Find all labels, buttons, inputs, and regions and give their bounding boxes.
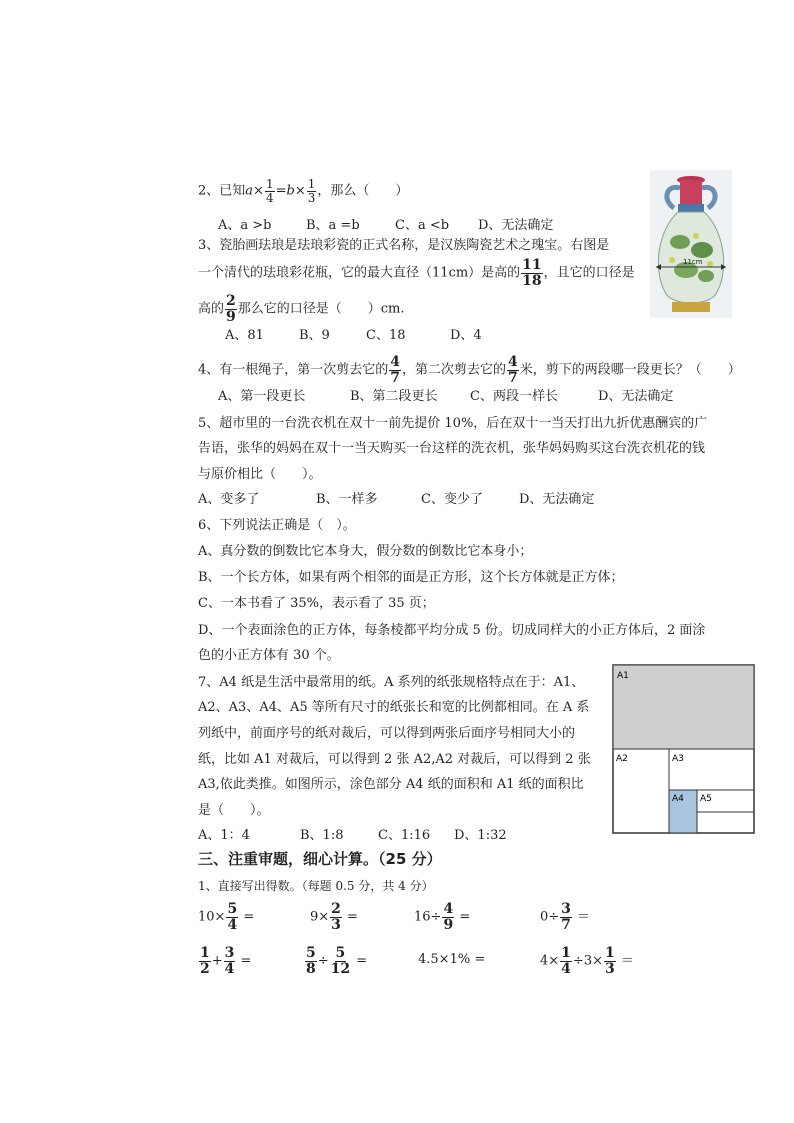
section-3-subtitle: 1、直接写出得数。（每题 0.5 分，共 4 分） bbox=[198, 879, 434, 893]
q5-line2: 告语，张华的妈妈在双十一当天购买一台这样的洗衣机，张华妈妈购买这台洗衣机花的钱 bbox=[198, 441, 706, 456]
denominator: 9 bbox=[443, 916, 454, 933]
calc-1 bbox=[198, 902, 254, 932]
equals-sign: = bbox=[236, 953, 252, 969]
fraction-1-4 bbox=[265, 178, 275, 204]
q3-line1: 3、瓷胎画珐琅是珐琅彩瓷的正式名称，是汉族陶瓷艺术之瑰宝。右图是 bbox=[198, 238, 610, 253]
q6-option-b: B、一个长方体，如果有两个相邻的面是正方形，这个长方体就是正方体； bbox=[198, 570, 624, 585]
times-sign: × bbox=[294, 183, 306, 199]
calc-2 bbox=[310, 902, 358, 932]
denominator: 4 bbox=[265, 190, 274, 205]
q6-option-d-line2: 色的小正方体有 30 个。 bbox=[198, 648, 340, 663]
q7-line3: 列纸中，前面序号的纸对裁后，可以得到两张后面序号相同大小的 bbox=[198, 726, 576, 741]
q5-line3: 与原价相比（ ）。 bbox=[198, 467, 322, 482]
fraction-3-7 bbox=[560, 902, 572, 932]
q4-option-a: A、第一段更长 bbox=[218, 389, 306, 404]
q4-option-d: D、无法确定 bbox=[598, 389, 674, 404]
divide-sign: ÷ bbox=[317, 953, 329, 969]
plus-sign: + bbox=[211, 953, 223, 969]
fraction-1-4 bbox=[560, 946, 572, 976]
q3-line2-tail: ，且它的口径是 bbox=[543, 265, 635, 281]
denominator: 3 bbox=[307, 190, 316, 205]
numerator: 5 bbox=[227, 901, 238, 917]
numerator: 3 bbox=[561, 901, 571, 917]
numerator: 4 bbox=[390, 354, 401, 370]
numerator: 2 bbox=[331, 901, 341, 917]
denominator: 7 bbox=[390, 369, 401, 386]
equals-sign: ＝ bbox=[616, 953, 634, 969]
denominator: 3 bbox=[331, 916, 341, 933]
q7-line2: A2、A3、A4、A5 等所有尺寸的纸张长和宽的比例都相同。在 A 系 bbox=[198, 700, 590, 715]
equals-sign: = bbox=[352, 953, 368, 969]
q2-suffix: ，那么（ ） bbox=[317, 183, 409, 199]
label-a4: A4 bbox=[672, 794, 684, 804]
fraction-3-4 bbox=[224, 946, 236, 976]
denominator: 4 bbox=[224, 960, 235, 977]
q6-stem: 6、下列说法正确是（ ）。 bbox=[198, 518, 356, 533]
q3-line3-text: 高的 bbox=[198, 301, 225, 317]
q3-line2-text: 一个清代的珐琅彩花瓶，它的最大直径（11cm）是高的 bbox=[198, 265, 521, 281]
q6-option-c: C、一本书看了 35%，表示看了 35 页； bbox=[198, 596, 435, 611]
calc-3-term: 16÷ bbox=[414, 909, 442, 925]
fraction-4-7-meter bbox=[507, 355, 519, 385]
q2-option-d: D、无法确定 bbox=[478, 218, 554, 233]
calc-8 bbox=[540, 946, 634, 976]
q3-line2 bbox=[198, 258, 635, 288]
denominator: 7 bbox=[508, 369, 518, 386]
calc-8-operator: ÷3× bbox=[572, 953, 603, 969]
numerator: 1 bbox=[561, 945, 571, 961]
q2-line bbox=[198, 178, 408, 204]
q2-prefix: 2、已知 bbox=[198, 183, 246, 199]
fraction-1-3 bbox=[604, 946, 616, 976]
fraction-4-9 bbox=[442, 902, 454, 932]
calc-4-term: 0÷ bbox=[540, 909, 560, 925]
q7-line1: 7、A4 纸是生活中最常用的纸。A 系列的纸张规格特点在于：A1、 bbox=[198, 675, 585, 690]
q7-line4: 纸，比如 A1 对裁后，可以得到 2 张 A2,A2 对裁后，可以得到 2 张 bbox=[198, 752, 591, 767]
q2-option-a: A、a >b bbox=[218, 218, 272, 233]
equals-sign: = bbox=[342, 909, 358, 925]
fraction-1-2 bbox=[199, 946, 211, 976]
q2-option-b: B、a =b bbox=[306, 218, 360, 233]
q6-option-d-line1: D、一个表面涂色的正方体，每条棱都平均分成 5 份。切成同样大的小正方体后，2 面涂 bbox=[198, 623, 706, 638]
fraction-11-18 bbox=[521, 258, 542, 288]
q3-option-a: A、81 bbox=[225, 328, 264, 343]
fraction-5-12 bbox=[330, 946, 351, 976]
numerator: 4 bbox=[508, 354, 518, 370]
calc-4 bbox=[540, 902, 590, 932]
times-sign: × bbox=[253, 183, 264, 199]
calc-8-term: 4× bbox=[540, 953, 560, 969]
numerator: 1 bbox=[604, 945, 615, 961]
denominator: 7 bbox=[561, 916, 571, 933]
q5-option-d: D、无法确定 bbox=[519, 492, 595, 507]
denominator: 9 bbox=[226, 308, 236, 325]
numerator: 2 bbox=[226, 293, 236, 309]
var-a: a bbox=[245, 183, 254, 199]
q7-option-c: C、1:16 bbox=[378, 828, 431, 843]
calc-5 bbox=[198, 946, 251, 976]
fraction-2-3 bbox=[330, 902, 342, 932]
numerator: 1 bbox=[265, 177, 274, 191]
q4-text-b: ，第二次剪去它的 bbox=[402, 362, 507, 378]
numerator: 4 bbox=[443, 901, 454, 917]
q3-option-b: B、9 bbox=[299, 328, 330, 343]
equals-sign: = bbox=[239, 909, 255, 925]
q4-text-a: 4、有一根绳子，第一次剪去它的 bbox=[198, 362, 389, 378]
diameter-label: 11cm bbox=[683, 258, 703, 266]
calc-3 bbox=[414, 902, 470, 932]
denominator: 3 bbox=[604, 960, 615, 977]
equals-sign: ＝ bbox=[572, 909, 591, 925]
numerator: 5 bbox=[335, 945, 346, 961]
denominator: 12 bbox=[330, 960, 351, 977]
q7-option-b: B、1:8 bbox=[300, 828, 344, 843]
q5-option-a: A、变多了 bbox=[198, 492, 260, 507]
label-a1: A1 bbox=[617, 671, 629, 681]
q3-option-d: D、4 bbox=[450, 328, 482, 343]
q7-option-d: D、1:32 bbox=[454, 828, 507, 843]
q5-line1: 5、超市里的一台洗衣机在双十一前先提价 10%，后在双十一当天打出九折优惠酬宾的广 bbox=[198, 416, 708, 431]
q4-line bbox=[198, 355, 741, 385]
q3-line3 bbox=[198, 294, 405, 324]
numerator: 5 bbox=[306, 945, 316, 961]
q4-option-c: C、两段一样长 bbox=[470, 389, 558, 404]
a1-region bbox=[613, 665, 754, 749]
q4-option-b: B、第二段更长 bbox=[350, 389, 438, 404]
label-a5: A5 bbox=[700, 794, 712, 804]
equals-sign: = bbox=[455, 909, 471, 925]
denominator: 4 bbox=[561, 960, 571, 977]
label-a3: A3 bbox=[672, 754, 684, 764]
q5-option-b: B、一样多 bbox=[316, 492, 378, 507]
numerator: 1 bbox=[200, 945, 210, 961]
a-series-paper-diagram bbox=[612, 664, 755, 834]
numerator: 1 bbox=[307, 177, 316, 191]
q6-option-a: A、真分数的倒数比它本身大，假分数的倒数比它本身小； bbox=[198, 544, 533, 559]
numerator: 11 bbox=[522, 257, 542, 273]
label-a2: A2 bbox=[616, 754, 628, 764]
denominator: 2 bbox=[200, 960, 210, 977]
q7-line6: 是（ ）。 bbox=[198, 803, 270, 818]
q3-line3-tail: 那么它的口径是（ ）cm. bbox=[237, 301, 405, 317]
q7-line5: A3,依此类推。如图所示，涂色部分 A4 纸的面积和 A1 纸的面积比 bbox=[198, 777, 584, 792]
q5-option-c: C、变少了 bbox=[421, 492, 483, 507]
equals-sign: = bbox=[275, 183, 287, 199]
enamel-vase-image bbox=[650, 170, 732, 318]
var-b: b bbox=[286, 183, 295, 199]
calc-7: 4.5×1% = bbox=[418, 952, 486, 967]
fraction-1-3 bbox=[307, 178, 317, 204]
q7-option-a: A、1：4 bbox=[198, 828, 250, 843]
denominator: 8 bbox=[306, 960, 316, 977]
q2-option-c: C、a <b bbox=[395, 218, 450, 233]
fraction-2-9 bbox=[225, 294, 237, 324]
q4-text-c: 米，剪下的两段哪一段更长？（ ） bbox=[519, 362, 741, 378]
calc-2-term: 9× bbox=[310, 909, 330, 925]
denominator: 18 bbox=[522, 272, 542, 289]
calc-1-term: 10× bbox=[198, 909, 226, 925]
section-3-title: 三、注重审题，细心计算。（25 分） bbox=[198, 850, 442, 868]
calc-6 bbox=[304, 946, 367, 976]
numerator: 3 bbox=[224, 945, 235, 961]
fraction-5-8 bbox=[305, 946, 317, 976]
denominator: 4 bbox=[227, 916, 238, 933]
fraction-5-4 bbox=[226, 902, 238, 932]
fraction-4-7 bbox=[389, 355, 401, 385]
q3-option-c: C、18 bbox=[366, 328, 406, 343]
